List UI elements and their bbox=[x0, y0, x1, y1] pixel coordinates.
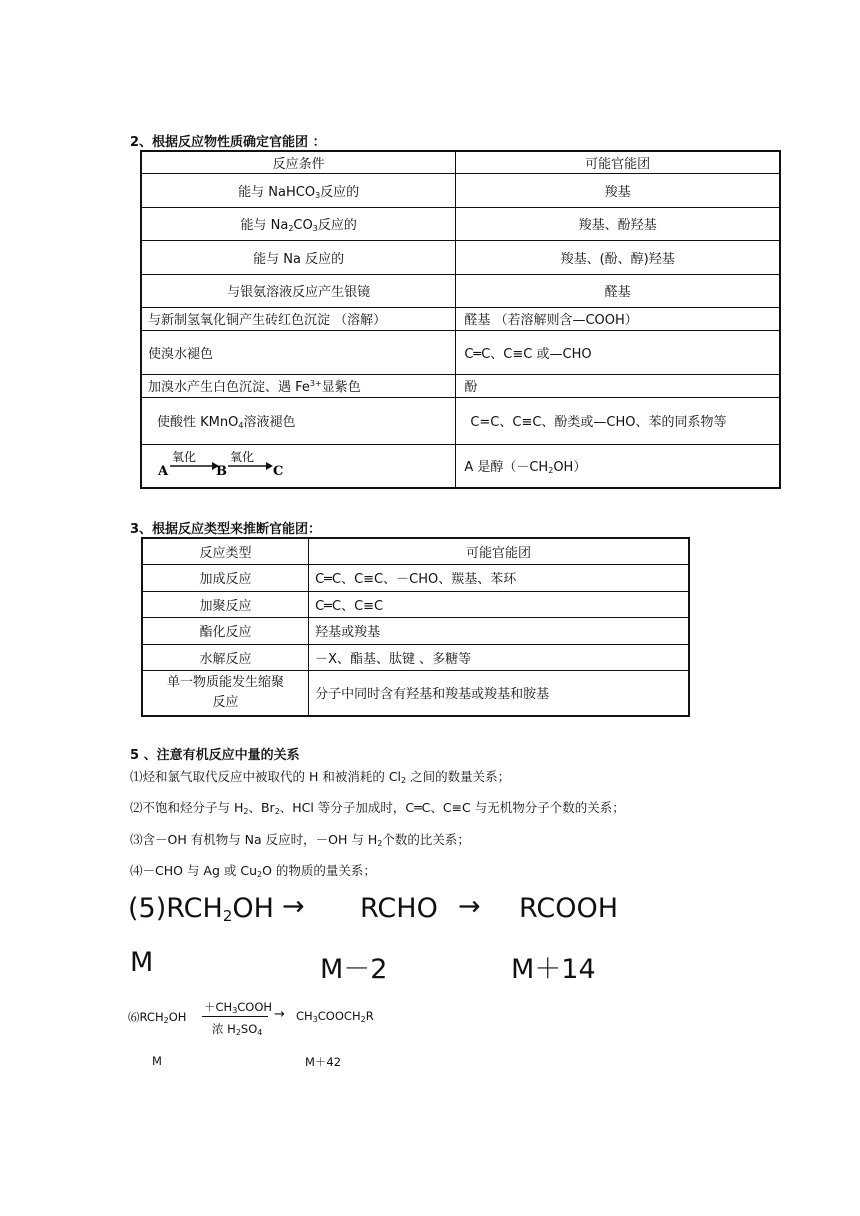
group-cell: 羧基、酚羟基 bbox=[456, 207, 780, 240]
type-cell: 酯化反应 bbox=[142, 617, 309, 644]
type-cell: 水解反应 bbox=[142, 644, 309, 670]
oxidation-scheme-cell bbox=[141, 444, 456, 488]
group-cell: 醛基 （若溶解则含—COOH） bbox=[456, 307, 780, 330]
oxidation-scheme bbox=[156, 446, 296, 482]
table-row bbox=[142, 644, 689, 670]
header-type: 反应类型 bbox=[142, 538, 309, 564]
item6-reagent: $+CH_3COOH$ bbox=[204, 1000, 273, 1015]
quantity-item-1: ⑴烃和氯气取代反应中被取代的 H 和被消耗的 $Cl_2$ 之间的数量关系； bbox=[130, 769, 511, 785]
quantity-item-3: ⑶含－OH 有机物与 Na 反应时，－OH 与 $H_2$个数的比关系； bbox=[130, 832, 470, 848]
table-row bbox=[141, 397, 780, 444]
header-condition: 反应条件 bbox=[141, 151, 456, 173]
item5-arrow-2: → bbox=[458, 891, 481, 922]
type-cell: 加成反应 bbox=[142, 564, 309, 591]
table-row bbox=[141, 330, 780, 374]
type-cell: 单一物质能发生缩聚 反应 bbox=[142, 670, 309, 716]
item6-mass-1: M bbox=[152, 1054, 162, 1068]
condition-cell: 能与 $Na_2CO_3$反应的 bbox=[141, 207, 456, 240]
group-cell: C═C、C≡C bbox=[309, 591, 689, 617]
table-header-row bbox=[141, 151, 780, 173]
group-cell: 羟基或羧基 bbox=[309, 617, 689, 644]
quantity-item-4: ⑷－CHO 与 Ag 或 $Cu_2O$ 的物质的量关系； bbox=[130, 863, 376, 879]
group-cell: 羧基、(酚、醇)羟基 bbox=[456, 240, 780, 274]
group-cell: C=C、C≡C、酚类或—CHO、苯的同系物等 bbox=[456, 397, 780, 444]
oxidation-label-1: 氧化 bbox=[172, 449, 197, 464]
table-row bbox=[141, 444, 780, 488]
group-cell: 羧基 bbox=[456, 173, 780, 207]
item5-mass-3: M＋14 bbox=[511, 954, 596, 985]
reaction-type-table bbox=[141, 537, 690, 717]
table-row bbox=[141, 307, 780, 330]
group-cell: 醛基 bbox=[456, 274, 780, 307]
item5-aldehyde: RCHO bbox=[360, 893, 438, 924]
condition-cell: 能与 Na 反应的 bbox=[141, 240, 456, 274]
quantity-item-2: ⑵不饱和烃分子与 $H_2$、$Br_2$、HCl 等分子加成时，C═C、C≡C 与无机物分子个数的关系； bbox=[130, 800, 625, 816]
table-row bbox=[141, 374, 780, 397]
table-row bbox=[142, 564, 689, 591]
table-header-row bbox=[142, 538, 689, 564]
scheme-c: C bbox=[273, 463, 284, 479]
section3-title: 3、根据反应类型来推断官能团： bbox=[130, 522, 322, 537]
group-cell: 分子中同时含有羟基和羧基或羧基和胺基 bbox=[309, 670, 689, 716]
group-cell: A 是醇$(-CH_2OH)$ bbox=[456, 444, 780, 488]
item5-mass-1: M bbox=[130, 947, 154, 978]
item5-arrow-1: → bbox=[282, 891, 305, 922]
table-row bbox=[142, 670, 689, 716]
item5-mass-2: M－2 bbox=[320, 954, 388, 985]
item6-arrow: → bbox=[274, 1007, 285, 1022]
item5-acid: RCOOH bbox=[519, 893, 619, 924]
table-row bbox=[142, 591, 689, 617]
item6-condition-line bbox=[202, 1016, 268, 1017]
condition-cell: 与新制氢氧化铜产生砖红色沉淀 （溶解） bbox=[141, 307, 456, 330]
oxidation-label-2: 氧化 bbox=[230, 449, 255, 464]
condition-cell: 使酸性 KMnO$_4$溶液褪色 bbox=[141, 397, 456, 444]
type-cell: 加聚反应 bbox=[142, 591, 309, 617]
table-row bbox=[142, 617, 689, 644]
section2-title: 2、根据反应物性质确定官能团 ： bbox=[130, 135, 326, 150]
item6-catalyst: 浓 $H_2SO_4$ bbox=[212, 1022, 263, 1037]
item6-product: $CH_3COOCH_2R$ bbox=[296, 1009, 374, 1024]
item6-reactant: $⑹RCH_2OH$ bbox=[128, 1010, 187, 1025]
scheme-a: A bbox=[158, 463, 169, 479]
group-cell: －X、酯基、肽键 、多糖等 bbox=[309, 644, 689, 670]
item5-reactant: $(5)RCH_2OH$ bbox=[128, 893, 274, 925]
table-row bbox=[141, 240, 780, 274]
table-row bbox=[141, 274, 780, 307]
header-group: 可能官能团 bbox=[309, 538, 689, 564]
section5-title: 5 、注意有机反应中量的关系 bbox=[130, 748, 300, 763]
arrow-2-head bbox=[266, 462, 273, 470]
condition-cell: 使溴水褪色 bbox=[141, 330, 456, 374]
reactant-property-table bbox=[140, 150, 781, 489]
condition-cell: 加溴水产生白色沉淀、遇 $Fe^{3+}$显紫色 bbox=[141, 374, 456, 397]
table-row bbox=[141, 173, 780, 207]
group-cell: C═C、C≡C 或—CHO bbox=[456, 330, 780, 374]
group-cell: C═C、C≡C、－CHO、羰基、苯环 bbox=[309, 564, 689, 591]
condition-cell: 与银氨溶液反应产生银镜 bbox=[141, 274, 456, 307]
header-group: 可能官能团 bbox=[456, 151, 780, 173]
group-cell: 酚 bbox=[456, 374, 780, 397]
table-row bbox=[141, 207, 780, 240]
scheme-b: B bbox=[216, 463, 227, 479]
item6-mass-2: M＋42 bbox=[305, 1055, 342, 1069]
condition-cell: 能与 NaHCO$_3$反应的 bbox=[141, 173, 456, 207]
